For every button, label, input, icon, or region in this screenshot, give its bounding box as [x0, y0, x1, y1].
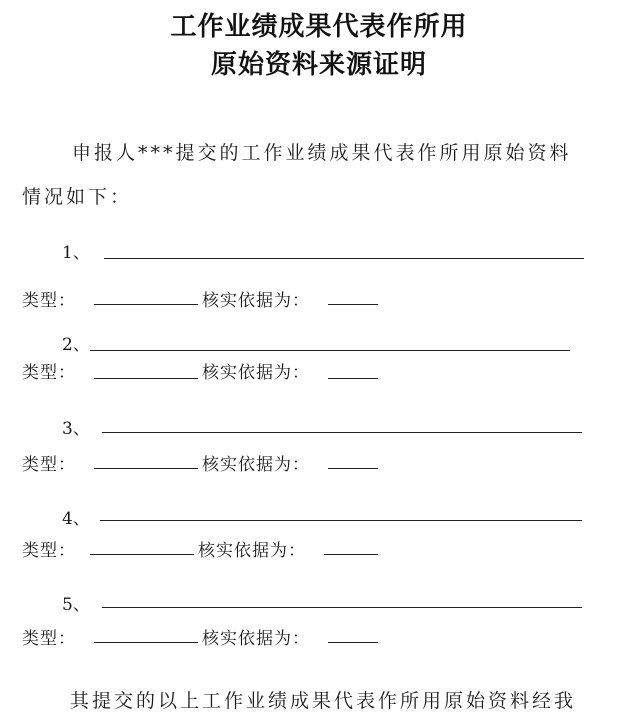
type-blank-line [90, 554, 194, 555]
type-label: 类型： [22, 541, 76, 561]
intro-paragraph-line-1: 申报人***提交的工作业绩成果代表作所用原始资料 [72, 142, 572, 164]
basis-label: 核实依据为： [202, 455, 310, 475]
closing-paragraph-line: 其提交的以上工作业绩成果代表作所用原始资料经我 [70, 690, 577, 712]
entry-number: 3、 [62, 419, 90, 439]
entry-title-blank-line [104, 258, 584, 259]
basis-blank-line [328, 378, 378, 379]
entry-number: 5、 [62, 595, 90, 615]
document-title-line-2: 原始资料来源证明 [210, 50, 427, 80]
entry-title-blank-line [100, 520, 582, 521]
document-title-line-1: 工作业绩成果代表作所用 [170, 12, 468, 42]
type-blank-line [94, 304, 198, 305]
type-label: 类型： [22, 455, 76, 475]
basis-label: 核实依据为： [202, 629, 310, 649]
basis-blank-line [328, 304, 378, 305]
basis-blank-line [328, 468, 378, 469]
entry-number: 4、 [62, 509, 90, 529]
type-label: 类型： [22, 291, 76, 311]
type-label: 类型： [22, 629, 76, 649]
intro-paragraph-line-2: 情况如下： [22, 186, 133, 208]
type-label: 类型： [22, 363, 76, 383]
basis-label: 核实依据为： [198, 541, 306, 561]
entry-title-blank-line [102, 432, 582, 433]
type-blank-line [94, 468, 198, 469]
entry-title-blank-line [90, 350, 570, 351]
basis-blank-line [324, 554, 378, 555]
entry-number: 1、 [62, 243, 90, 263]
basis-label: 核实依据为： [202, 291, 310, 311]
basis-blank-line [328, 642, 378, 643]
type-blank-line [94, 642, 198, 643]
entry-number: 2、 [62, 335, 90, 355]
basis-label: 核实依据为： [202, 363, 310, 383]
entry-title-blank-line [102, 607, 582, 608]
type-blank-line [94, 378, 198, 379]
